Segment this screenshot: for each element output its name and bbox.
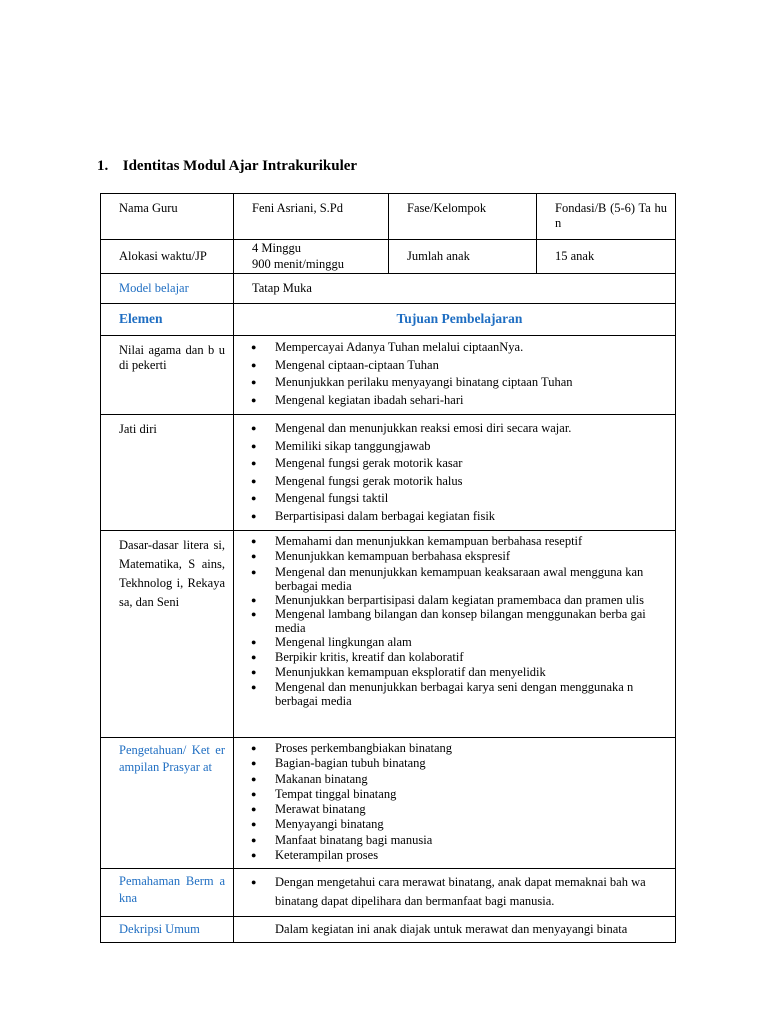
column-header-row bbox=[101, 304, 676, 336]
tujuan-dekripsi bbox=[234, 917, 676, 943]
row-dekripsi bbox=[101, 917, 676, 943]
list-item: ● Dengan mengetahui cara merawat binatang, anak dapat memaknai bah wa binatang dapat dipelihara dan bermanfaat bagi manusia. bbox=[275, 873, 667, 911]
row-pengetahuan bbox=[101, 738, 676, 869]
elemen-header: Elemen bbox=[101, 304, 234, 336]
list-item: ● Tempat tinggal binatang bbox=[275, 787, 667, 802]
tujuan-nilai-agama bbox=[234, 336, 676, 415]
row-model-belajar bbox=[101, 274, 676, 304]
list-item: ● Manfaat binatang bagi manusia bbox=[275, 833, 667, 848]
elemen-nilai-agama: Nilai agama dan b udi pekerti bbox=[101, 336, 234, 415]
alokasi-value bbox=[234, 240, 389, 274]
list-item: ● Mengenal fungsi taktil bbox=[275, 490, 667, 508]
tujuan-header: Tujuan Pembelajaran bbox=[234, 304, 676, 336]
list-item: ● Merawat binatang bbox=[275, 802, 667, 817]
list-item: ● Bagian-bagian tubuh binatang bbox=[275, 756, 667, 771]
row-pemahaman bbox=[101, 869, 676, 917]
section-heading bbox=[97, 158, 357, 175]
list-item: ● Mempercayai Adanya Tuhan melalui ciptaanNya. bbox=[275, 339, 667, 357]
nama-guru-label: Nama Guru bbox=[101, 194, 234, 240]
elemen-dekripsi: Dekripsi Umum bbox=[101, 917, 234, 943]
list-item: ● Keterampilan proses bbox=[275, 848, 667, 863]
list-item: ● Dalam kegiatan ini anak diajak untuk merawat dan menyayangi binata bbox=[275, 922, 667, 937]
list-item: ● Menyayangi binatang bbox=[275, 817, 667, 832]
row-nama-guru bbox=[101, 194, 676, 240]
section-number: 1. bbox=[97, 158, 109, 174]
list-item: ● Mengenal ciptaan-ciptaan Tuhan bbox=[275, 357, 667, 375]
list-item: ● Proses perkembangbiakan binatang bbox=[275, 741, 667, 756]
row-jati-diri bbox=[101, 415, 676, 531]
elemen-pemahaman: Pemahaman Berm akna bbox=[101, 869, 234, 917]
alokasi-value-minggu: 4 Minggu bbox=[252, 241, 301, 255]
elemen-literasi: Dasar-dasar litera si, Matematika, S ains, Tekhnolog i, Rekayasa, dan Seni bbox=[101, 531, 234, 738]
list-item: ● Menunjukkan kemampuan eksploratif dan menyelidik bbox=[275, 665, 667, 680]
list-item: ● Mengenal dan menunjukkan kemampuan keaksaraan awal mengguna kan berbagai media bbox=[275, 565, 667, 593]
identitas-table bbox=[100, 193, 676, 943]
list-item: ● Berpartisipasi dalam berbagai kegiatan fisik bbox=[275, 508, 667, 526]
jumlah-anak-label: Jumlah anak bbox=[389, 240, 537, 274]
list-item: ● Mengenal dan menunjukkan reaksi emosi diri secara wajar. bbox=[275, 420, 667, 438]
list-item: ● Makanan binatang bbox=[275, 772, 667, 787]
alokasi-label: Alokasi waktu/JP bbox=[101, 240, 234, 274]
fase-label: Fase/Kelompok bbox=[389, 194, 537, 240]
list-item: ● Mengenal lingkungan alam bbox=[275, 635, 667, 650]
row-literasi bbox=[101, 531, 676, 738]
nama-guru-value: Feni Asriani, S.Pd bbox=[234, 194, 389, 240]
alokasi-value-menit: 900 menit/minggu bbox=[252, 257, 345, 271]
list-item: ● Menunjukkan berpartisipasi dalam kegiatan pramembaca dan pramen ulis bbox=[275, 593, 667, 607]
list-item: ● Mengenal kegiatan ibadah sehari-hari bbox=[275, 392, 667, 410]
model-belajar-label: Model belajar bbox=[101, 274, 234, 304]
tujuan-pengetahuan bbox=[234, 738, 676, 869]
list-item: ● Menunjukkan perilaku menyayangi binatang ciptaan Tuhan bbox=[275, 374, 667, 392]
jumlah-anak-value: 15 anak bbox=[537, 240, 676, 274]
list-item: ● Memahami dan menunjukkan kemampuan berbahasa reseptif bbox=[275, 534, 667, 549]
tujuan-pemahaman bbox=[234, 869, 676, 917]
row-alokasi bbox=[101, 240, 676, 274]
model-belajar-value: Tatap Muka bbox=[234, 274, 676, 304]
elemen-pengetahuan: Pengetahuan/ Ket erampilan Prasyar at bbox=[101, 738, 234, 869]
section-title: Identitas Modul Ajar Intrakurikuler bbox=[122, 158, 358, 174]
list-item: ● Mengenal lambang bilangan dan konsep bilangan menggunakan berba gai media bbox=[275, 607, 667, 635]
tujuan-literasi bbox=[234, 531, 676, 738]
row-nilai-agama bbox=[101, 336, 676, 415]
list-item: ● Berpikir kritis, kreatif dan kolaboratif bbox=[275, 650, 667, 665]
list-item: ● Mengenal fungsi gerak motorik kasar bbox=[275, 455, 667, 473]
list-item: ● Memiliki sikap tanggungjawab bbox=[275, 438, 667, 456]
list-item: ● Menunjukkan kemampuan berbahasa ekspresif bbox=[275, 549, 667, 564]
fase-value: Fondasi/B (5-6) Ta hun bbox=[537, 194, 676, 240]
tujuan-jati-diri bbox=[234, 415, 676, 531]
list-item: ● Mengenal dan menunjukkan berbagai karya seni dengan menggunaka n berbagai media bbox=[275, 680, 667, 708]
list-item: ● Mengenal fungsi gerak motorik halus bbox=[275, 473, 667, 491]
elemen-jati-diri: Jati diri bbox=[101, 415, 234, 531]
